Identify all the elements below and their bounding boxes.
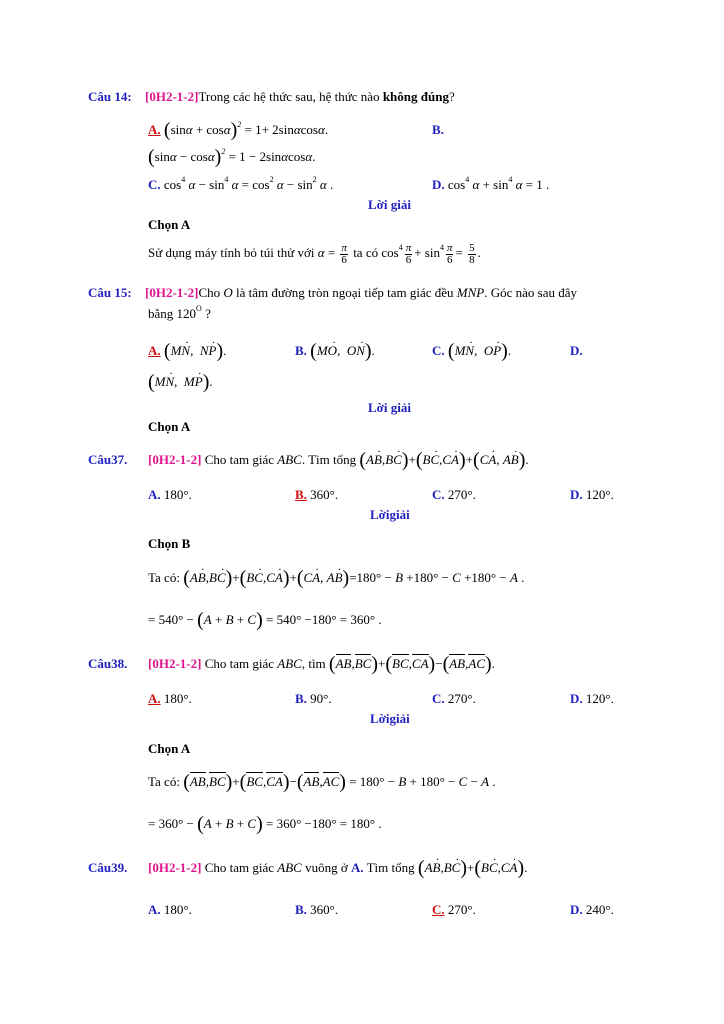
question-38-tag: [0H2-1-2] xyxy=(148,656,202,671)
option-c-value: 270°. xyxy=(447,691,476,706)
option-a-formula: $(\sin\alpha + \cos\alpha)^2 = 1+ 2\sin\alpha\cos\alpha$. xyxy=(163,119,329,141)
option-a-value: 180°. xyxy=(163,691,192,706)
option-d-label: D. xyxy=(570,902,583,917)
option-a-value: 180°. xyxy=(163,902,192,917)
question-14-stem-emphasis: không đúng xyxy=(382,89,449,104)
question-15-tag: [0H2-1-2] xyxy=(145,285,199,300)
option-d-value: 120°. xyxy=(585,691,614,706)
question-15-solution-title: Lời giải xyxy=(368,400,411,415)
question-38-working-line2: = 360° − (A + B + C) = 360° −180° = 180° . xyxy=(148,813,382,835)
option-b-label: B. xyxy=(295,691,307,706)
option-a-formula: (MN ·, NP ·). xyxy=(164,343,226,358)
question-14-solution-title: Lời giải xyxy=(368,197,411,212)
option-c-value: 270°. xyxy=(447,487,476,502)
option-b-value: 360°. xyxy=(310,487,339,502)
question-15-option-a[interactable] xyxy=(148,342,226,360)
option-c-label: C. xyxy=(432,691,445,706)
option-c-label: C. xyxy=(432,343,445,358)
question-38-choice: Chọn A xyxy=(148,741,191,756)
question-39-option-a[interactable] xyxy=(148,901,192,919)
option-a-label: A. xyxy=(148,487,161,502)
question-14-explanation: Sử dụng máy tính bỏ túi thử với α = $\frac{\pi}{6}$ ta có $\cos^4$ $\frac{\pi}{6}$ + $\sin^4$ $\frac{\pi}{6}$ = $\frac{5}{8}$ . xyxy=(148,241,481,266)
option-a-label: A. xyxy=(148,122,161,137)
question-37-working-line2: = 540° − (A + B + C) = 540° −180° = 360° . xyxy=(148,609,382,631)
question-15-stem-line2: bằng $120^O$ ? xyxy=(148,304,211,321)
question-38-option-c[interactable] xyxy=(432,690,476,708)
question-37-tag: [0H2-1-2] xyxy=(148,452,202,467)
question-37-option-b[interactable] xyxy=(295,486,338,504)
question-39-number: Câu39. xyxy=(88,860,128,875)
question-39-tag: [0H2-1-2] xyxy=(148,860,202,875)
option-b-value: 90°. xyxy=(310,691,332,706)
option-d-formula: $\cos^4 \alpha + \sin^4 \alpha = 1$ . xyxy=(447,175,550,192)
question-14-stem: [0H2-1-2]Trong các hệ thức sau, hệ thức nào không đúng? xyxy=(145,89,455,104)
option-b-formula: (MO ·, ON ·). xyxy=(310,343,375,358)
question-37-number: Câu37. xyxy=(88,452,128,467)
question-15-option-d[interactable] xyxy=(570,342,583,360)
question-37-option-a[interactable] xyxy=(148,486,192,504)
option-b-label: B. xyxy=(295,343,307,358)
option-b-label: B. xyxy=(295,487,307,502)
question-37-option-c[interactable] xyxy=(432,486,476,504)
option-c-formula: $\cos^4 \alpha - \sin^4 \alpha = \cos^2 \alpha - \sin^2 \alpha$ . xyxy=(163,175,334,192)
option-b-value: 360°. xyxy=(310,902,339,917)
question-15-option-d-formula: (MN ·, MP ·). xyxy=(148,373,213,391)
question-15-number: Câu 15: xyxy=(88,285,132,300)
question-39-option-b[interactable] xyxy=(295,901,338,919)
question-14-option-d[interactable] xyxy=(432,176,549,194)
question-39-option-c[interactable] xyxy=(432,901,476,919)
question-15-choice: Chọn A xyxy=(148,419,191,434)
option-c-value: 270°. xyxy=(447,902,476,917)
option-c-formula: (MN ·, OP ·). xyxy=(448,343,511,358)
option-a-label: A. xyxy=(148,902,161,917)
question-39-stem: [0H2-1-2] Cho tam giác ABC vuông ở A. Tìm tổng (AB ·,BC ·)+(BC ·,CA ·). xyxy=(148,859,527,877)
option-d-label: D. xyxy=(570,691,583,706)
question-14-option-c[interactable] xyxy=(148,176,333,194)
option-d-value: 240°. xyxy=(585,902,614,917)
question-38-solution-title: Lờigiải xyxy=(370,711,410,726)
question-15-option-c[interactable] xyxy=(432,342,511,360)
option-b-label: B. xyxy=(295,902,307,917)
question-14-tag: [0H2-1-2] xyxy=(145,89,199,104)
option-d-value: 120°. xyxy=(585,487,614,502)
question-38-stem: [0H2-1-2] Cho tam giác ABC, tìm (AB,BC)+(BC,CA)−(AB,AC). xyxy=(148,653,495,675)
question-37-stem: [0H2-1-2] Cho tam giác ABC. Tìm tổng (AB ·,BC ·)+(BC ·,CA ·)+(CA ·, AB ·). xyxy=(148,451,529,469)
option-d-label: D. xyxy=(570,343,583,358)
option-d-label: D. xyxy=(570,487,583,502)
question-37-choice: Chọn B xyxy=(148,536,191,551)
option-d-label: D. xyxy=(432,177,445,192)
option-c-label: C. xyxy=(432,487,445,502)
question-38-option-b[interactable] xyxy=(295,690,332,708)
question-38-number: Câu38. xyxy=(88,656,128,671)
question-38-option-d[interactable] xyxy=(570,690,614,708)
question-15-stem: [0H2-1-2]Cho O là tâm đường tròn ngoại tiếp tam giác đều MNP. Góc nào sau đây xyxy=(145,285,578,300)
option-a-value: 180°. xyxy=(163,487,192,502)
question-14-option-b[interactable] xyxy=(432,121,444,139)
question-14-stem-text: Trong các hệ thức sau, hệ thức nào xyxy=(198,89,383,104)
option-b-label: B. xyxy=(432,122,444,137)
question-14-option-b-formula: $(\sin\alpha - \cos\alpha)^2 = 1 - 2\sin\alpha\cos\alpha$. xyxy=(148,146,316,168)
question-39-option-d[interactable] xyxy=(570,901,614,919)
question-38-working-line1: Ta có: (AB,BC)+(BC,CA)−(AB,AC) = 180° − B + 180° − C − A . xyxy=(148,771,496,793)
question-14-choice: Chọn A xyxy=(148,217,191,232)
option-a-label: A. xyxy=(148,343,161,358)
option-c-label: C. xyxy=(432,902,445,917)
question-37-option-d[interactable] xyxy=(570,486,614,504)
option-a-label: A. xyxy=(148,691,161,706)
option-c-label: C. xyxy=(148,177,161,192)
question-14-option-a[interactable] xyxy=(148,121,328,139)
question-14-number: Câu 14: xyxy=(88,89,132,104)
question-38-option-a[interactable] xyxy=(148,690,192,708)
question-15-option-b[interactable] xyxy=(295,342,375,360)
question-37-solution-title: Lờigiải xyxy=(370,507,410,522)
question-37-working-line1: Ta có: (AB ·,BC ·)+(BC ·,CA ·)+(CA ·, AB ·)=180° − B +180° − C +180° − A . xyxy=(148,569,524,587)
